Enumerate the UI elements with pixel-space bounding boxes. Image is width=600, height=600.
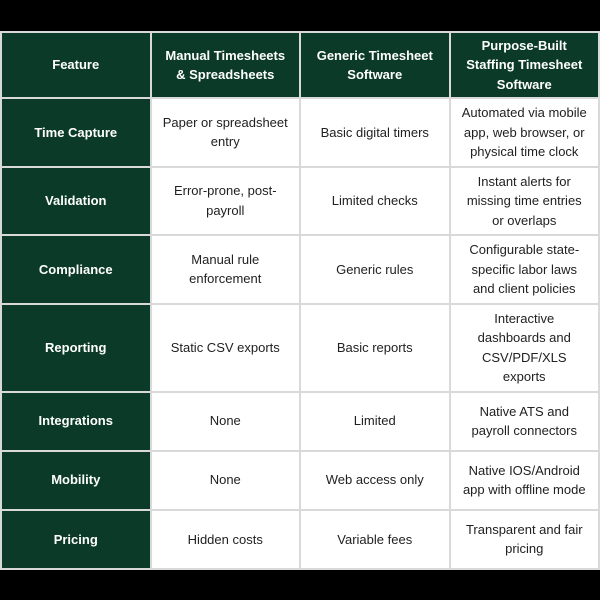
table-cell: Automated via mobile app, web browser, or physical time clock <box>451 99 599 166</box>
table-cell: Variable fees <box>301 511 449 568</box>
table-cell: Configurable state-specific labor laws and client policies <box>451 236 599 303</box>
table-cell: Native IOS/Android app with offline mode <box>451 452 599 509</box>
table-cell: Limited checks <box>301 168 449 235</box>
header-cell-manual: Manual Timesheets & Spreadsheets <box>152 33 300 97</box>
table-cell: Error-prone, post-payroll <box>152 168 300 235</box>
table-cell: Instant alerts for missing time entries or overlaps <box>451 168 599 235</box>
feature-cell: Reporting <box>2 305 150 391</box>
feature-cell: Compliance <box>2 236 150 303</box>
table-cell: Hidden costs <box>152 511 300 568</box>
feature-cell: Pricing <box>2 511 150 568</box>
feature-cell: Time Capture <box>2 99 150 166</box>
feature-cell: Mobility <box>2 452 150 509</box>
feature-cell: Integrations <box>2 393 150 450</box>
feature-cell: Validation <box>2 168 150 235</box>
table-cell: Transparent and fair pricing <box>451 511 599 568</box>
table-cell: Basic digital timers <box>301 99 449 166</box>
header-cell-generic: Generic Timesheet Software <box>301 33 449 97</box>
table-cell: Limited <box>301 393 449 450</box>
table-cell: Web access only <box>301 452 449 509</box>
table-cell: Basic reports <box>301 305 449 391</box>
table-cell: Interactive dashboards and CSV/PDF/XLS exports <box>451 305 599 391</box>
table-cell: Generic rules <box>301 236 449 303</box>
table-cell: None <box>152 452 300 509</box>
table-cell: None <box>152 393 300 450</box>
header-cell-feature: Feature <box>2 33 150 97</box>
table-cell: Static CSV exports <box>152 305 300 391</box>
table-cell: Paper or spreadsheet entry <box>152 99 300 166</box>
table-cell: Manual rule enforcement <box>152 236 300 303</box>
feature-comparison-table <box>0 31 600 570</box>
header-cell-purpose-built: Purpose-Built Staffing Timesheet Software <box>451 33 599 97</box>
table-cell: Native ATS and payroll connectors <box>451 393 599 450</box>
